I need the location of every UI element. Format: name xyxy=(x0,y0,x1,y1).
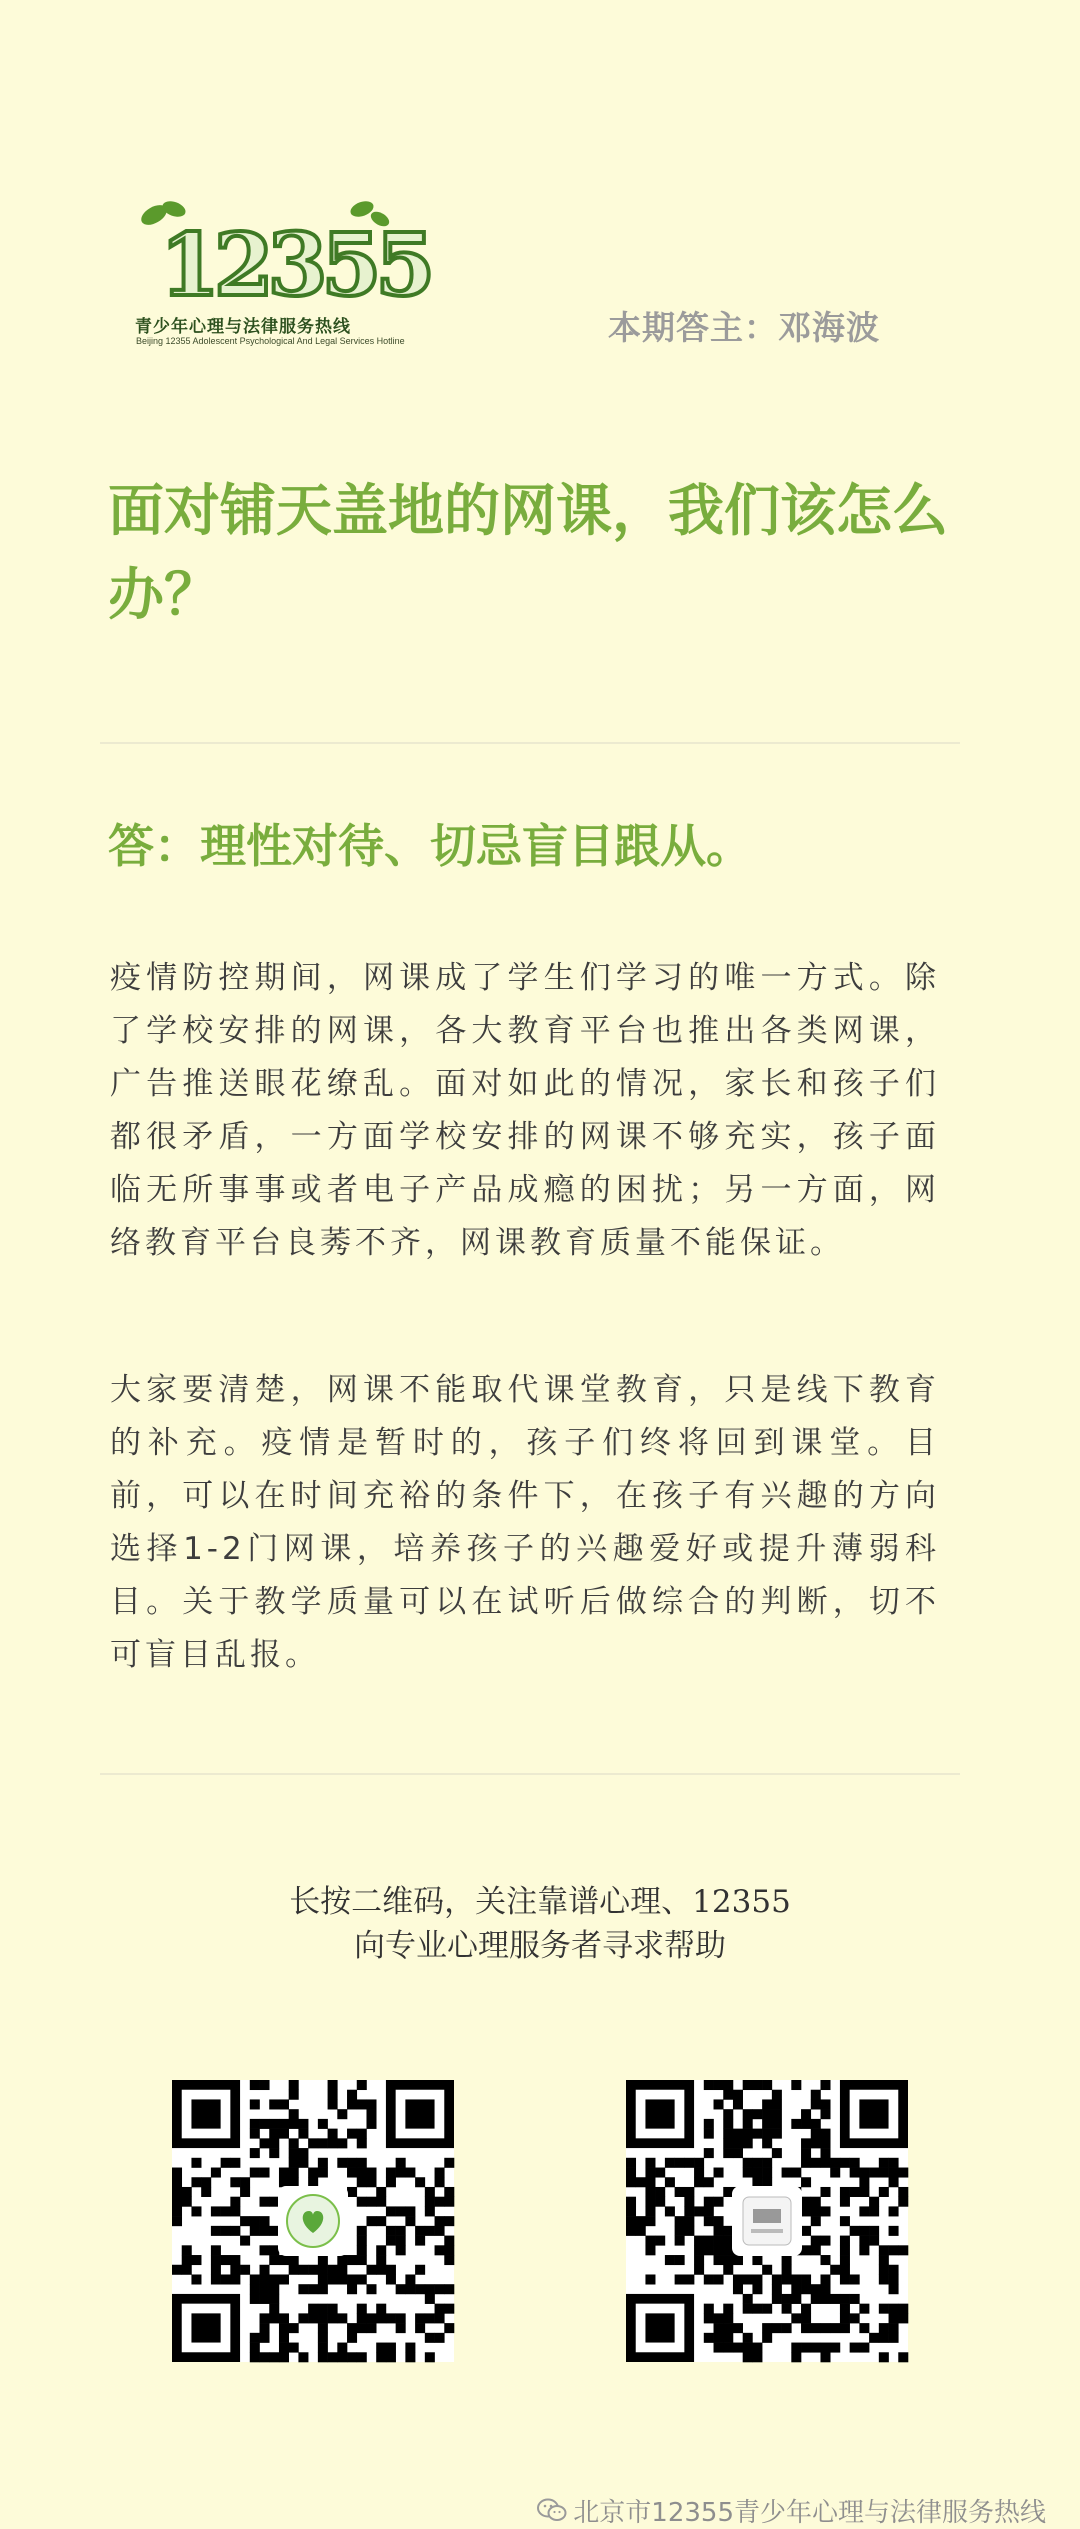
footer-source xyxy=(537,2495,1046,2528)
wechat-icon xyxy=(537,2497,567,2523)
cta-line-2: 向专业心理服务者寻求帮助 xyxy=(354,1928,726,1964)
qr-center-logo xyxy=(732,2186,802,2256)
divider-bottom xyxy=(100,1773,960,1775)
qr-code-12355[interactable] xyxy=(626,2080,908,2362)
logo-number: 12355 xyxy=(160,215,430,316)
logo-graphic xyxy=(130,195,430,316)
host-label: 本期答主：邓海波 xyxy=(608,308,880,347)
hotline-badge-icon xyxy=(739,2193,795,2249)
footer-text: 北京市12355青少年心理与法律服务热线 xyxy=(573,2497,1046,2528)
paragraph-2: 大家要清楚，网课不能取代课堂教育，只是线下教育的补充。疫情是暂时的，孩子们终将回到课堂。目前，可以在时间充裕的条件下，在孩子有兴趣的方向选择1-2门网课，培养孩子的兴趣爱好或提升薄弱科目。关于教学质量可以在试听后做综合的判断，切不可盲目乱报。 xyxy=(110,1372,940,1673)
qr-center-logo xyxy=(278,2186,348,2256)
divider-top xyxy=(100,742,960,744)
heart-logo-icon xyxy=(285,2193,341,2249)
paragraph-1: 疫情防控期间，网课成了学生们学习的唯一方式。除了学校安排的网课，各大教育平台也推出各类网课，广告推送眼花缭乱。面对如此的情况，家长和孩子们都很矛盾，一方面学校安排的网课不够充实，孩子面临无所事事或者电子产品成瘾的困扰；另一方面，网络教育平台良莠不齐，网课教育质量不能保证。 xyxy=(110,960,940,1261)
logo-subtitle-en: Beijing 12355 Adolescent Psychological And Legal Services Hotline xyxy=(136,336,405,346)
cta-line-1: 长按二维码，关注靠谱心理、12355 xyxy=(289,1884,791,1920)
answer-heading: 答：理性对待、切忌盲目跟从。 xyxy=(108,819,752,873)
qr-code-kaopu[interactable] xyxy=(172,2080,454,2362)
article-title: 面对铺天盖地的网课，我们该怎么办？ xyxy=(108,479,948,628)
logo-subtitle: 青少年心理与法律服务热线 xyxy=(135,317,351,337)
